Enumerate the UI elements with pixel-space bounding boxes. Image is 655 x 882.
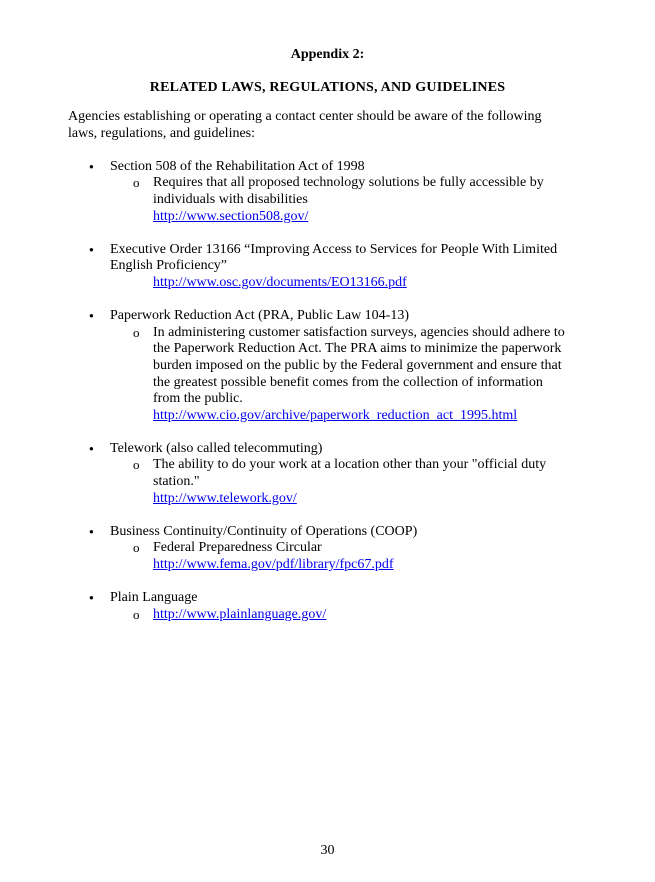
- sub-item-text: the Paperwork Reduction Act. The PRA aims to minimize the paperwork: [153, 341, 562, 357]
- appendix-heading: Appendix 2:: [290, 47, 365, 62]
- bullet-icon: ●: [89, 526, 94, 536]
- sub-item: [68, 457, 588, 507]
- list-item: [68, 590, 588, 607]
- list-item: [68, 159, 588, 176]
- document-body: [68, 109, 588, 623]
- section-title: RELATED LAWS, REGULATIONS, AND GUIDELINES: [149, 80, 506, 95]
- page-number: 30: [320, 843, 335, 858]
- sub-item: [68, 540, 588, 573]
- intro-line: Agencies establishing or operating a contact center should be aware of the following: [68, 109, 542, 124]
- bullet-icon: ●: [89, 311, 94, 321]
- sub-item: [68, 175, 588, 225]
- intro-line: laws, regulations, and guidelines:: [68, 125, 256, 141]
- bullet-icon: ●: [89, 443, 94, 453]
- sub-item-text: The ability to do your work at a location other than your "official duty: [153, 457, 547, 473]
- reference-link[interactable]: http://www.telework.gov/: [153, 490, 297, 506]
- sub-item-text: burden imposed on the public by the Federal government and ensure that: [153, 357, 562, 373]
- sub-item-text: Requires that all proposed technology solutions be fully accessible by: [153, 175, 544, 191]
- sub-item-text: individuals with disabilities: [153, 191, 308, 207]
- list-item: [68, 308, 588, 325]
- item-title: Executive Order 13166 “Improving Access to Services for People With Limited: [110, 241, 558, 257]
- sub-item-text: station.": [153, 474, 200, 490]
- bullet-icon: ●: [89, 161, 94, 171]
- list-item: [68, 441, 588, 458]
- list-item: [68, 242, 588, 275]
- bullet-icon: ●: [89, 244, 94, 254]
- sub-item-text: In administering customer satisfaction surveys, agencies should adhere to: [153, 324, 565, 340]
- sub-bullet-icon: o: [133, 606, 140, 622]
- reference-link[interactable]: http://www.fema.gov/pdf/library/fpc67.pdf: [153, 557, 394, 573]
- sub-item-text: the greatest possible benefit comes from the collection of information: [153, 374, 543, 390]
- item-title: English Proficiency”: [110, 258, 228, 274]
- reference-link[interactable]: http://www.section508.gov/: [153, 208, 309, 224]
- sub-bullet-icon: o: [133, 457, 140, 473]
- sub-item-text: Federal Preparedness Circular: [153, 540, 322, 556]
- reference-link[interactable]: http://www.osc.gov/documents/EO13166.pdf: [153, 274, 407, 290]
- laws-list: [68, 142, 588, 623]
- item-title: Paperwork Reduction Act (PRA, Public Law 104-13): [110, 308, 410, 324]
- item-title: Business Continuity/Continuity of Operations (COOP): [110, 523, 418, 539]
- sub-item-text: from the public.: [153, 391, 243, 407]
- sub-item: [68, 275, 588, 292]
- sub-bullet-icon: o: [133, 540, 140, 556]
- bullet-icon: ●: [89, 593, 94, 603]
- sub-bullet-icon: o: [133, 324, 140, 340]
- item-title: Plain Language: [110, 590, 198, 606]
- sub-bullet-icon: o: [133, 175, 140, 191]
- item-title: Telework (also called telecommuting): [110, 440, 323, 456]
- item-title: Section 508 of the Rehabilitation Act of 1998: [110, 158, 365, 174]
- reference-link[interactable]: http://www.cio.gov/archive/paperwork_reduction_act_1995.html: [153, 407, 518, 423]
- list-item: [68, 524, 588, 541]
- reference-link[interactable]: http://www.plainlanguage.gov/: [153, 606, 327, 622]
- sub-item: [68, 607, 588, 624]
- sub-item: [68, 325, 588, 425]
